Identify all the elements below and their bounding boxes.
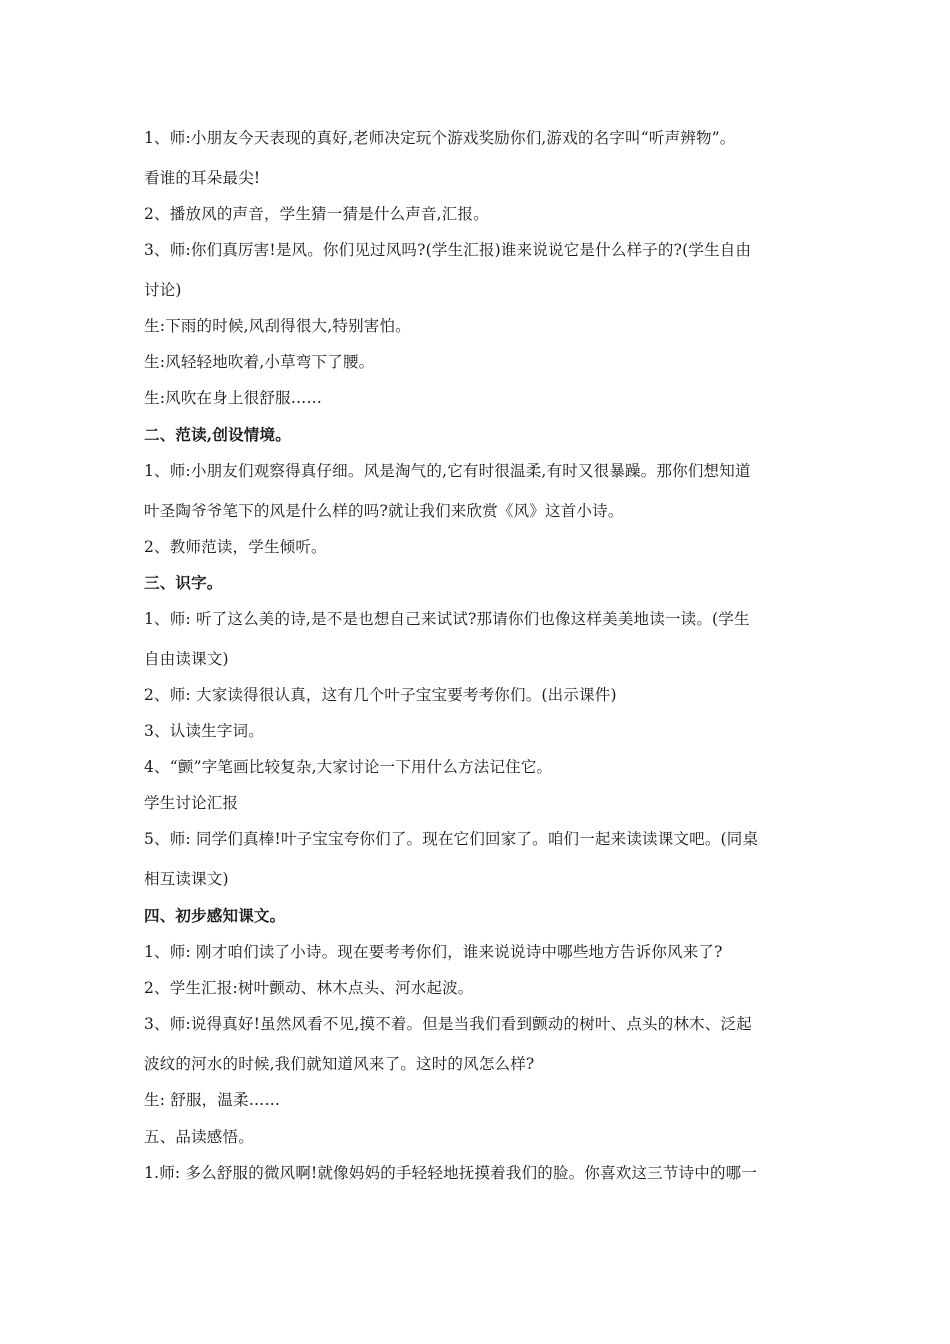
paragraph-line: 1、师: 听了这么美的诗,是不是也想自己来试试?那请你们也像这样美美地读一读。(学生 (144, 610, 750, 628)
paragraph-line: 生: 舒服，温柔…… (144, 1091, 281, 1109)
paragraph-line: 1、师: 刚才咱们读了小诗。现在要考考你们，谁来说说诗中哪些地方告诉你风来了? (144, 943, 723, 961)
paragraph-line: 4、“颤”字笔画比较复杂,大家讨论一下用什么方法记住它。 (144, 758, 553, 776)
paragraph-line: 叶圣陶爷爷笔下的风是什么样的吗?就让我们来欣赏《风》这首小诗。 (144, 502, 624, 520)
paragraph-line: 1、师:小朋友们观察得真仔细。风是淘气的,它有时很温柔,有时又很暴躁。那你们想知道 (144, 462, 751, 480)
paragraph-line: 波纹的河水的时候,我们就知道风来了。这时的风怎么样? (144, 1055, 535, 1073)
paragraph-line: 5、师: 同学们真棒!叶子宝宝夸你们了。现在它们回家了。咱们一起来读读课文吧。(同桌 (144, 830, 759, 848)
paragraph-line: 1.师: 多么舒服的微风啊!就像妈妈的手轻轻地抚摸着我们的脸。你喜欢这三节诗中的哪一 (144, 1164, 758, 1182)
paragraph-line: 生:风轻轻地吹着,小草弯下了腰。 (144, 353, 375, 371)
paragraph-line: 3、师:说得真好!虽然风看不见,摸不着。但是当我们看到颤动的树叶、点头的林木、泛起 (144, 1015, 752, 1033)
paragraph-line: 生:下雨的时候,风刮得很大,特别害怕。 (144, 317, 411, 335)
paragraph-line: 3、认读生字词。 (144, 722, 264, 740)
paragraph-line: 2、学生汇报:树叶颤动、林木点头、河水起波。 (144, 979, 474, 997)
paragraph-line: 讨论) (144, 281, 182, 299)
section-heading: 二、范读,创设情境。 (144, 425, 291, 444)
paragraph-line: 五、品读感悟。 (144, 1128, 254, 1146)
section-heading: 四、初步感知课文。 (144, 906, 286, 925)
paragraph-line: 2、播放风的声音，学生猜一猜是什么声音,汇报。 (144, 205, 489, 223)
paragraph-line: 相互读课文) (144, 870, 229, 888)
paragraph-line: 1、师:小朋友今天表现的真好,老师决定玩个游戏奖励你们,游戏的名字叫“听声辨物”。 (144, 129, 736, 147)
paragraph-line: 学生讨论汇报 (144, 794, 239, 812)
paragraph-line: 看谁的耳朵最尖! (144, 169, 261, 187)
paragraph-line: 2、教师范读，学生倾听。 (144, 538, 327, 556)
paragraph-line: 2、师: 大家读得很认真，这有几个叶子宝宝要考考你们。(出示课件) (144, 686, 617, 704)
paragraph-line: 3、师:你们真厉害!是风。你们见过风吗?(学生汇报)谁来说说它是什么样子的?(学生自由 (144, 241, 752, 259)
section-heading: 三、识字。 (144, 573, 223, 592)
paragraph-line: 自由读课文) (144, 650, 229, 668)
paragraph-line: 生:风吹在身上很舒服…… (144, 389, 323, 407)
